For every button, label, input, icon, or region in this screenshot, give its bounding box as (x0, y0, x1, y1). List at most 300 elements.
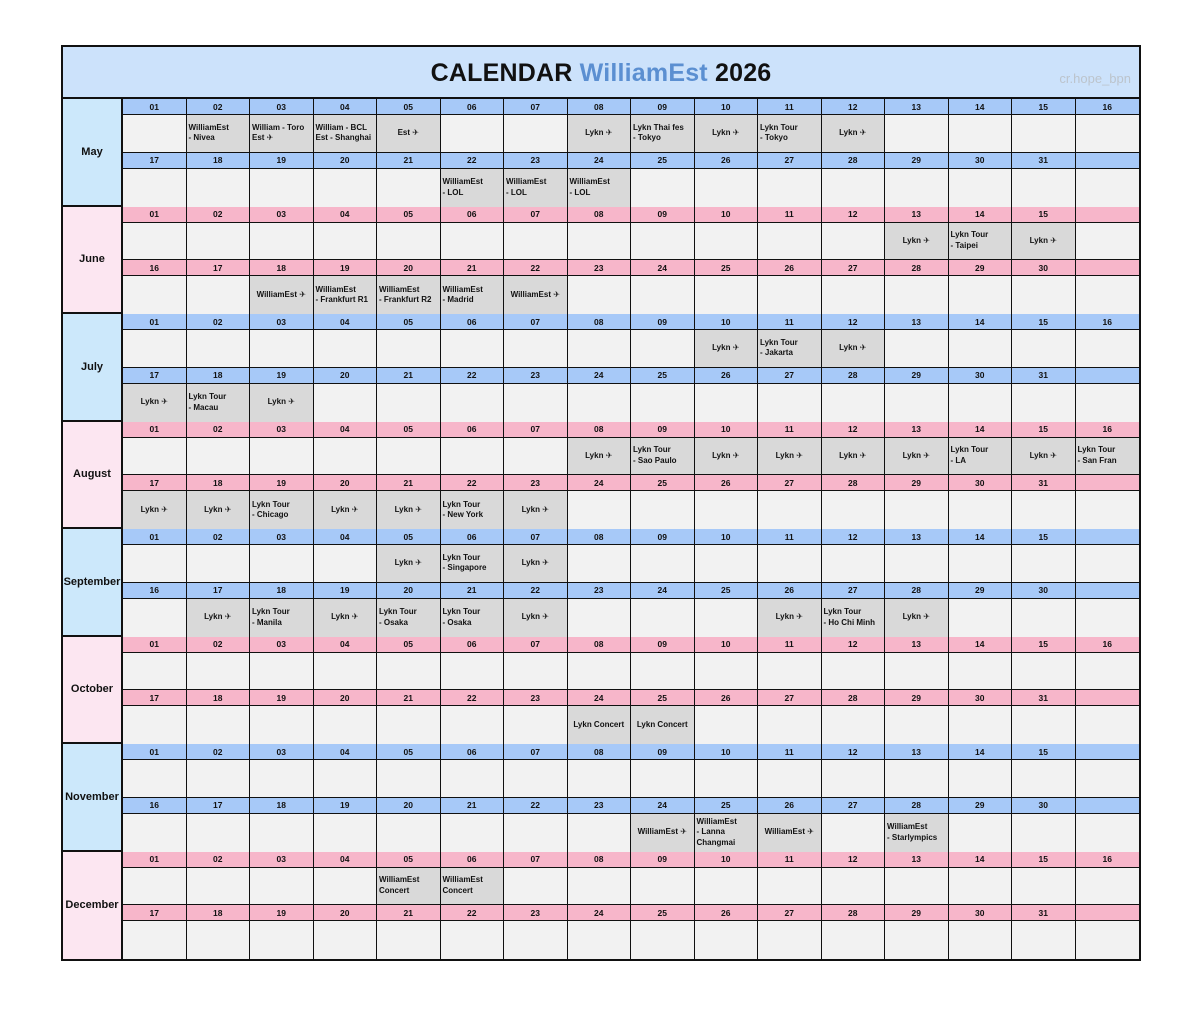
day-cell[interactable] (822, 115, 886, 152)
day-cell[interactable] (504, 330, 568, 367)
day-number: 14 (949, 207, 1013, 222)
day-cell[interactable] (314, 760, 378, 797)
day-cell[interactable] (314, 921, 378, 959)
day-cell[interactable] (758, 599, 822, 637)
day-number: 31 (1012, 690, 1076, 705)
day-cell[interactable] (631, 706, 695, 744)
day-cell[interactable] (441, 384, 505, 422)
day-cell[interactable] (187, 169, 251, 207)
day-cell[interactable] (1076, 438, 1140, 475)
day-cell[interactable] (631, 223, 695, 260)
day-number: 17 (123, 368, 187, 383)
day-cell[interactable] (250, 169, 314, 207)
day-cell[interactable] (758, 491, 822, 529)
day-cell[interactable] (631, 545, 695, 582)
day-cell[interactable] (568, 921, 632, 959)
day-number: 24 (568, 153, 632, 168)
day-number: 01 (123, 99, 187, 114)
day-cell[interactable] (885, 599, 949, 637)
day-cell[interactable] (1076, 330, 1140, 367)
day-cell[interactable] (250, 814, 314, 852)
day-cell[interactable] (568, 276, 632, 314)
day-cell[interactable] (1076, 169, 1140, 207)
day-cell[interactable] (631, 653, 695, 690)
day-cell[interactable] (758, 760, 822, 797)
day-cell[interactable] (822, 814, 886, 852)
day-cell[interactable] (250, 599, 314, 637)
day-number: 30 (949, 475, 1013, 490)
day-number: 26 (695, 475, 759, 490)
day-cell[interactable] (377, 814, 441, 852)
day-cell[interactable] (1076, 760, 1140, 797)
day-cell[interactable] (187, 653, 251, 690)
day-cell[interactable] (949, 384, 1013, 422)
day-cell[interactable] (822, 706, 886, 744)
day-cell[interactable] (250, 491, 314, 529)
day-cell[interactable] (377, 545, 441, 582)
day-cell[interactable] (377, 115, 441, 152)
day-cell[interactable] (568, 438, 632, 475)
day-cell[interactable] (568, 491, 632, 529)
day-cell[interactable] (123, 276, 187, 314)
day-cell[interactable] (1012, 491, 1076, 529)
day-cell[interactable] (504, 545, 568, 582)
day-number: 28 (822, 368, 886, 383)
day-cell[interactable] (631, 169, 695, 207)
day-cell[interactable] (187, 599, 251, 637)
day-cell[interactable] (758, 276, 822, 314)
day-cell[interactable] (1076, 276, 1140, 314)
day-cell[interactable] (123, 921, 187, 959)
day-cell[interactable] (314, 223, 378, 260)
day-number: 03 (250, 99, 314, 114)
day-cell[interactable] (949, 276, 1013, 314)
day-cell[interactable] (885, 115, 949, 152)
day-cell[interactable] (250, 276, 314, 314)
day-cell[interactable] (123, 706, 187, 744)
day-cell[interactable] (377, 438, 441, 475)
day-cell[interactable] (822, 868, 886, 905)
day-number: 21 (441, 583, 505, 598)
day-cell[interactable] (568, 169, 632, 207)
day-cell[interactable] (250, 223, 314, 260)
day-cell[interactable] (441, 706, 505, 744)
day-cell[interactable] (187, 384, 251, 422)
day-cell[interactable] (758, 330, 822, 367)
day-cell[interactable] (631, 921, 695, 959)
day-cell[interactable] (885, 921, 949, 959)
day-cell[interactable] (885, 384, 949, 422)
day-number: 01 (123, 422, 187, 437)
day-cell[interactable] (314, 276, 378, 314)
day-cell[interactable] (949, 491, 1013, 529)
day-cell[interactable] (822, 760, 886, 797)
day-cell[interactable] (123, 868, 187, 905)
event-label: Lykn ✈ (712, 450, 740, 460)
day-number: 16 (123, 583, 187, 598)
day-cell[interactable] (377, 599, 441, 637)
day-cell[interactable] (822, 330, 886, 367)
day-cell[interactable] (377, 276, 441, 314)
day-number: 21 (441, 260, 505, 275)
day-cell[interactable] (949, 223, 1013, 260)
day-number: 25 (695, 260, 759, 275)
day-cell[interactable] (1076, 868, 1140, 905)
day-cell[interactable] (949, 599, 1013, 637)
day-cell[interactable] (123, 438, 187, 475)
day-cell[interactable] (695, 868, 759, 905)
day-cell[interactable] (504, 599, 568, 637)
day-cell[interactable] (885, 545, 949, 582)
day-cell[interactable] (123, 760, 187, 797)
day-cell[interactable] (504, 384, 568, 422)
day-cell[interactable] (187, 545, 251, 582)
day-cell[interactable] (631, 276, 695, 314)
day-cell[interactable] (250, 384, 314, 422)
day-cell[interactable] (885, 438, 949, 475)
day-cell[interactable] (822, 653, 886, 690)
day-number: 18 (187, 368, 251, 383)
day-cell[interactable] (504, 706, 568, 744)
day-cell[interactable] (822, 921, 886, 959)
day-cell[interactable] (441, 491, 505, 529)
day-cell[interactable] (631, 599, 695, 637)
day-number: 24 (631, 260, 695, 275)
day-number: 11 (758, 852, 822, 867)
day-cell[interactable] (758, 706, 822, 744)
day-cell[interactable] (822, 599, 886, 637)
day-cell[interactable] (885, 653, 949, 690)
day-number: 22 (441, 153, 505, 168)
day-cell[interactable] (187, 223, 251, 260)
day-cell[interactable] (695, 491, 759, 529)
day-number: 08 (568, 314, 632, 329)
day-cell[interactable] (695, 921, 759, 959)
day-cell[interactable] (949, 115, 1013, 152)
day-cell[interactable] (1012, 223, 1076, 260)
day-cell[interactable] (250, 438, 314, 475)
day-cell[interactable] (123, 330, 187, 367)
day-cell[interactable] (631, 330, 695, 367)
credit-watermark: cr.hope_bpn (1059, 71, 1131, 86)
day-cell[interactable] (123, 223, 187, 260)
event-row (123, 276, 1139, 314)
day-cell[interactable] (377, 921, 441, 959)
day-cell[interactable] (631, 814, 695, 852)
day-cell[interactable] (695, 599, 759, 637)
day-number: 21 (377, 153, 441, 168)
day-cell[interactable] (123, 814, 187, 852)
day-number: 19 (314, 260, 378, 275)
day-cell[interactable] (314, 169, 378, 207)
day-number: 17 (123, 153, 187, 168)
day-number (1076, 905, 1140, 920)
day-cell[interactable] (377, 223, 441, 260)
day-cell[interactable] (377, 706, 441, 744)
day-cell[interactable] (504, 653, 568, 690)
day-cell[interactable] (949, 706, 1013, 744)
day-cell[interactable] (441, 276, 505, 314)
day-cell[interactable] (758, 115, 822, 152)
day-cell[interactable] (822, 384, 886, 422)
day-cell[interactable] (123, 115, 187, 152)
day-cell[interactable] (1012, 921, 1076, 959)
day-cell[interactable] (1012, 115, 1076, 152)
day-cell[interactable] (885, 330, 949, 367)
day-cell[interactable] (1012, 438, 1076, 475)
day-cell[interactable] (1076, 921, 1140, 959)
day-cell[interactable] (314, 814, 378, 852)
day-cell[interactable] (949, 814, 1013, 852)
day-number: 20 (314, 905, 378, 920)
event-label: Lykn ✈ (775, 450, 803, 460)
day-cell[interactable] (1012, 653, 1076, 690)
day-cell[interactable] (568, 545, 632, 582)
day-cell[interactable] (758, 384, 822, 422)
day-cell[interactable] (949, 868, 1013, 905)
day-cell[interactable] (568, 115, 632, 152)
day-cell[interactable] (250, 545, 314, 582)
day-cell[interactable] (822, 545, 886, 582)
day-cell[interactable] (695, 169, 759, 207)
day-cell[interactable] (695, 330, 759, 367)
day-cell[interactable] (441, 169, 505, 207)
day-cell[interactable] (123, 491, 187, 529)
day-cell[interactable] (504, 115, 568, 152)
day-cell[interactable] (123, 599, 187, 637)
day-cell[interactable] (441, 223, 505, 260)
day-cell[interactable] (568, 653, 632, 690)
day-cell[interactable] (1076, 599, 1140, 637)
day-cell[interactable] (314, 384, 378, 422)
day-cell[interactable] (250, 330, 314, 367)
day-cell[interactable] (314, 653, 378, 690)
day-cell[interactable] (568, 706, 632, 744)
day-cell[interactable] (1076, 653, 1140, 690)
day-cell[interactable] (441, 545, 505, 582)
day-cell[interactable] (695, 706, 759, 744)
day-cell[interactable] (504, 491, 568, 529)
day-cell[interactable] (123, 169, 187, 207)
day-cell[interactable] (123, 653, 187, 690)
day-cell[interactable] (885, 706, 949, 744)
day-number: 11 (758, 422, 822, 437)
event-label: WilliamEst - Frankfurt R1 (315, 284, 368, 305)
day-cell[interactable] (441, 814, 505, 852)
day-cell[interactable] (250, 760, 314, 797)
day-cell[interactable] (949, 169, 1013, 207)
day-cell[interactable] (250, 921, 314, 959)
day-cell[interactable] (1012, 706, 1076, 744)
event-label: WilliamEst - LOL (442, 177, 483, 197)
day-cell[interactable] (377, 169, 441, 207)
day-cell[interactable] (885, 760, 949, 797)
day-cell[interactable] (822, 169, 886, 207)
day-cell[interactable] (631, 760, 695, 797)
day-cell[interactable] (949, 653, 1013, 690)
day-cell[interactable] (695, 438, 759, 475)
day-cell[interactable] (758, 653, 822, 690)
day-cell[interactable] (187, 438, 251, 475)
day-cell[interactable] (314, 868, 378, 905)
day-cell[interactable] (758, 814, 822, 852)
day-cell[interactable] (1076, 384, 1140, 422)
day-cell[interactable] (949, 921, 1013, 959)
day-cell[interactable] (1012, 330, 1076, 367)
day-cell[interactable] (504, 223, 568, 260)
day-cell[interactable] (187, 868, 251, 905)
day-cell[interactable] (822, 276, 886, 314)
day-cell[interactable] (695, 653, 759, 690)
day-cell[interactable] (441, 115, 505, 152)
day-cell[interactable] (885, 276, 949, 314)
day-cell[interactable] (949, 330, 1013, 367)
day-cell[interactable] (187, 760, 251, 797)
day-cell[interactable] (1012, 169, 1076, 207)
day-cell[interactable] (822, 223, 886, 260)
day-cell[interactable] (504, 169, 568, 207)
day-cell[interactable] (441, 921, 505, 959)
day-number: 24 (568, 690, 632, 705)
day-cell[interactable] (314, 491, 378, 529)
day-cell[interactable] (123, 384, 187, 422)
day-cell[interactable] (822, 491, 886, 529)
day-cell[interactable] (504, 814, 568, 852)
day-cell[interactable] (568, 599, 632, 637)
day-cell[interactable] (441, 599, 505, 637)
day-cell[interactable] (187, 276, 251, 314)
day-cell[interactable] (377, 868, 441, 905)
day-cell[interactable] (949, 545, 1013, 582)
day-cell[interactable] (504, 760, 568, 797)
day-cell[interactable] (822, 438, 886, 475)
day-cell[interactable] (758, 438, 822, 475)
day-cell[interactable] (1012, 384, 1076, 422)
day-cell[interactable] (885, 491, 949, 529)
day-cell[interactable] (758, 169, 822, 207)
day-number: 26 (695, 368, 759, 383)
day-cell[interactable] (504, 921, 568, 959)
day-cell[interactable] (441, 330, 505, 367)
day-cell[interactable] (123, 545, 187, 582)
day-cell[interactable] (1076, 223, 1140, 260)
day-cell[interactable] (631, 384, 695, 422)
day-cell[interactable] (885, 223, 949, 260)
day-cell[interactable] (568, 223, 632, 260)
day-cell[interactable] (568, 814, 632, 852)
day-cell[interactable] (187, 330, 251, 367)
day-cell[interactable] (187, 115, 251, 152)
day-cell[interactable] (1076, 545, 1140, 582)
day-cell[interactable] (695, 276, 759, 314)
day-cell[interactable] (1012, 760, 1076, 797)
day-cell[interactable] (250, 115, 314, 152)
day-cell[interactable] (1012, 814, 1076, 852)
day-cell[interactable] (187, 814, 251, 852)
day-cell[interactable] (949, 760, 1013, 797)
day-cell[interactable] (377, 491, 441, 529)
day-cell[interactable] (695, 384, 759, 422)
day-cell[interactable] (1076, 814, 1140, 852)
day-cell[interactable] (695, 115, 759, 152)
day-cell[interactable] (377, 653, 441, 690)
day-cell[interactable] (504, 438, 568, 475)
page-title (63, 59, 1139, 88)
day-cell[interactable] (377, 760, 441, 797)
day-cell[interactable] (631, 438, 695, 475)
day-cell[interactable] (1076, 115, 1140, 152)
day-cell[interactable] (250, 706, 314, 744)
day-number: 19 (314, 583, 378, 598)
day-cell[interactable] (187, 706, 251, 744)
day-cell[interactable] (504, 276, 568, 314)
day-cell[interactable] (314, 115, 378, 152)
day-cell[interactable] (1012, 599, 1076, 637)
day-cell[interactable] (758, 921, 822, 959)
day-cell[interactable] (568, 330, 632, 367)
day-number: 27 (758, 690, 822, 705)
day-cell[interactable] (758, 223, 822, 260)
day-cell[interactable] (949, 438, 1013, 475)
day-cell[interactable] (314, 599, 378, 637)
day-cell[interactable] (187, 491, 251, 529)
day-cell[interactable] (568, 868, 632, 905)
day-number: 08 (568, 422, 632, 437)
day-cell[interactable] (314, 706, 378, 744)
day-cell[interactable] (695, 545, 759, 582)
day-cell[interactable] (568, 384, 632, 422)
day-cell[interactable] (631, 115, 695, 152)
day-cell[interactable] (758, 868, 822, 905)
day-cell[interactable] (885, 868, 949, 905)
day-cell[interactable] (1012, 276, 1076, 314)
day-cell[interactable] (758, 545, 822, 582)
event-label: WilliamEst - Lanna Changmai (696, 817, 737, 847)
day-cell[interactable] (250, 868, 314, 905)
day-number: 23 (504, 475, 568, 490)
day-cell[interactable] (250, 653, 314, 690)
day-cell[interactable] (695, 814, 759, 852)
day-cell[interactable] (504, 868, 568, 905)
day-number: 23 (568, 260, 632, 275)
day-cell[interactable] (377, 384, 441, 422)
day-cell[interactable] (885, 169, 949, 207)
day-cell[interactable] (1076, 706, 1140, 744)
day-cell[interactable] (441, 653, 505, 690)
day-cell[interactable] (187, 921, 251, 959)
day-cell[interactable] (1012, 545, 1076, 582)
day-cell[interactable] (568, 760, 632, 797)
day-cell[interactable] (631, 491, 695, 529)
day-number: 25 (631, 153, 695, 168)
day-cell[interactable] (1012, 868, 1076, 905)
day-cell[interactable] (1076, 491, 1140, 529)
day-cell[interactable] (885, 814, 949, 852)
day-cell[interactable] (314, 545, 378, 582)
day-cell[interactable] (695, 223, 759, 260)
day-cell[interactable] (377, 330, 441, 367)
day-cell[interactable] (314, 438, 378, 475)
day-cell[interactable] (441, 868, 505, 905)
day-number: 17 (123, 905, 187, 920)
day-number: 09 (631, 207, 695, 222)
day-cell[interactable] (631, 868, 695, 905)
day-cell[interactable] (441, 438, 505, 475)
day-cell[interactable] (441, 760, 505, 797)
day-number: 20 (377, 583, 441, 598)
day-cell[interactable] (314, 330, 378, 367)
day-cell[interactable] (695, 760, 759, 797)
